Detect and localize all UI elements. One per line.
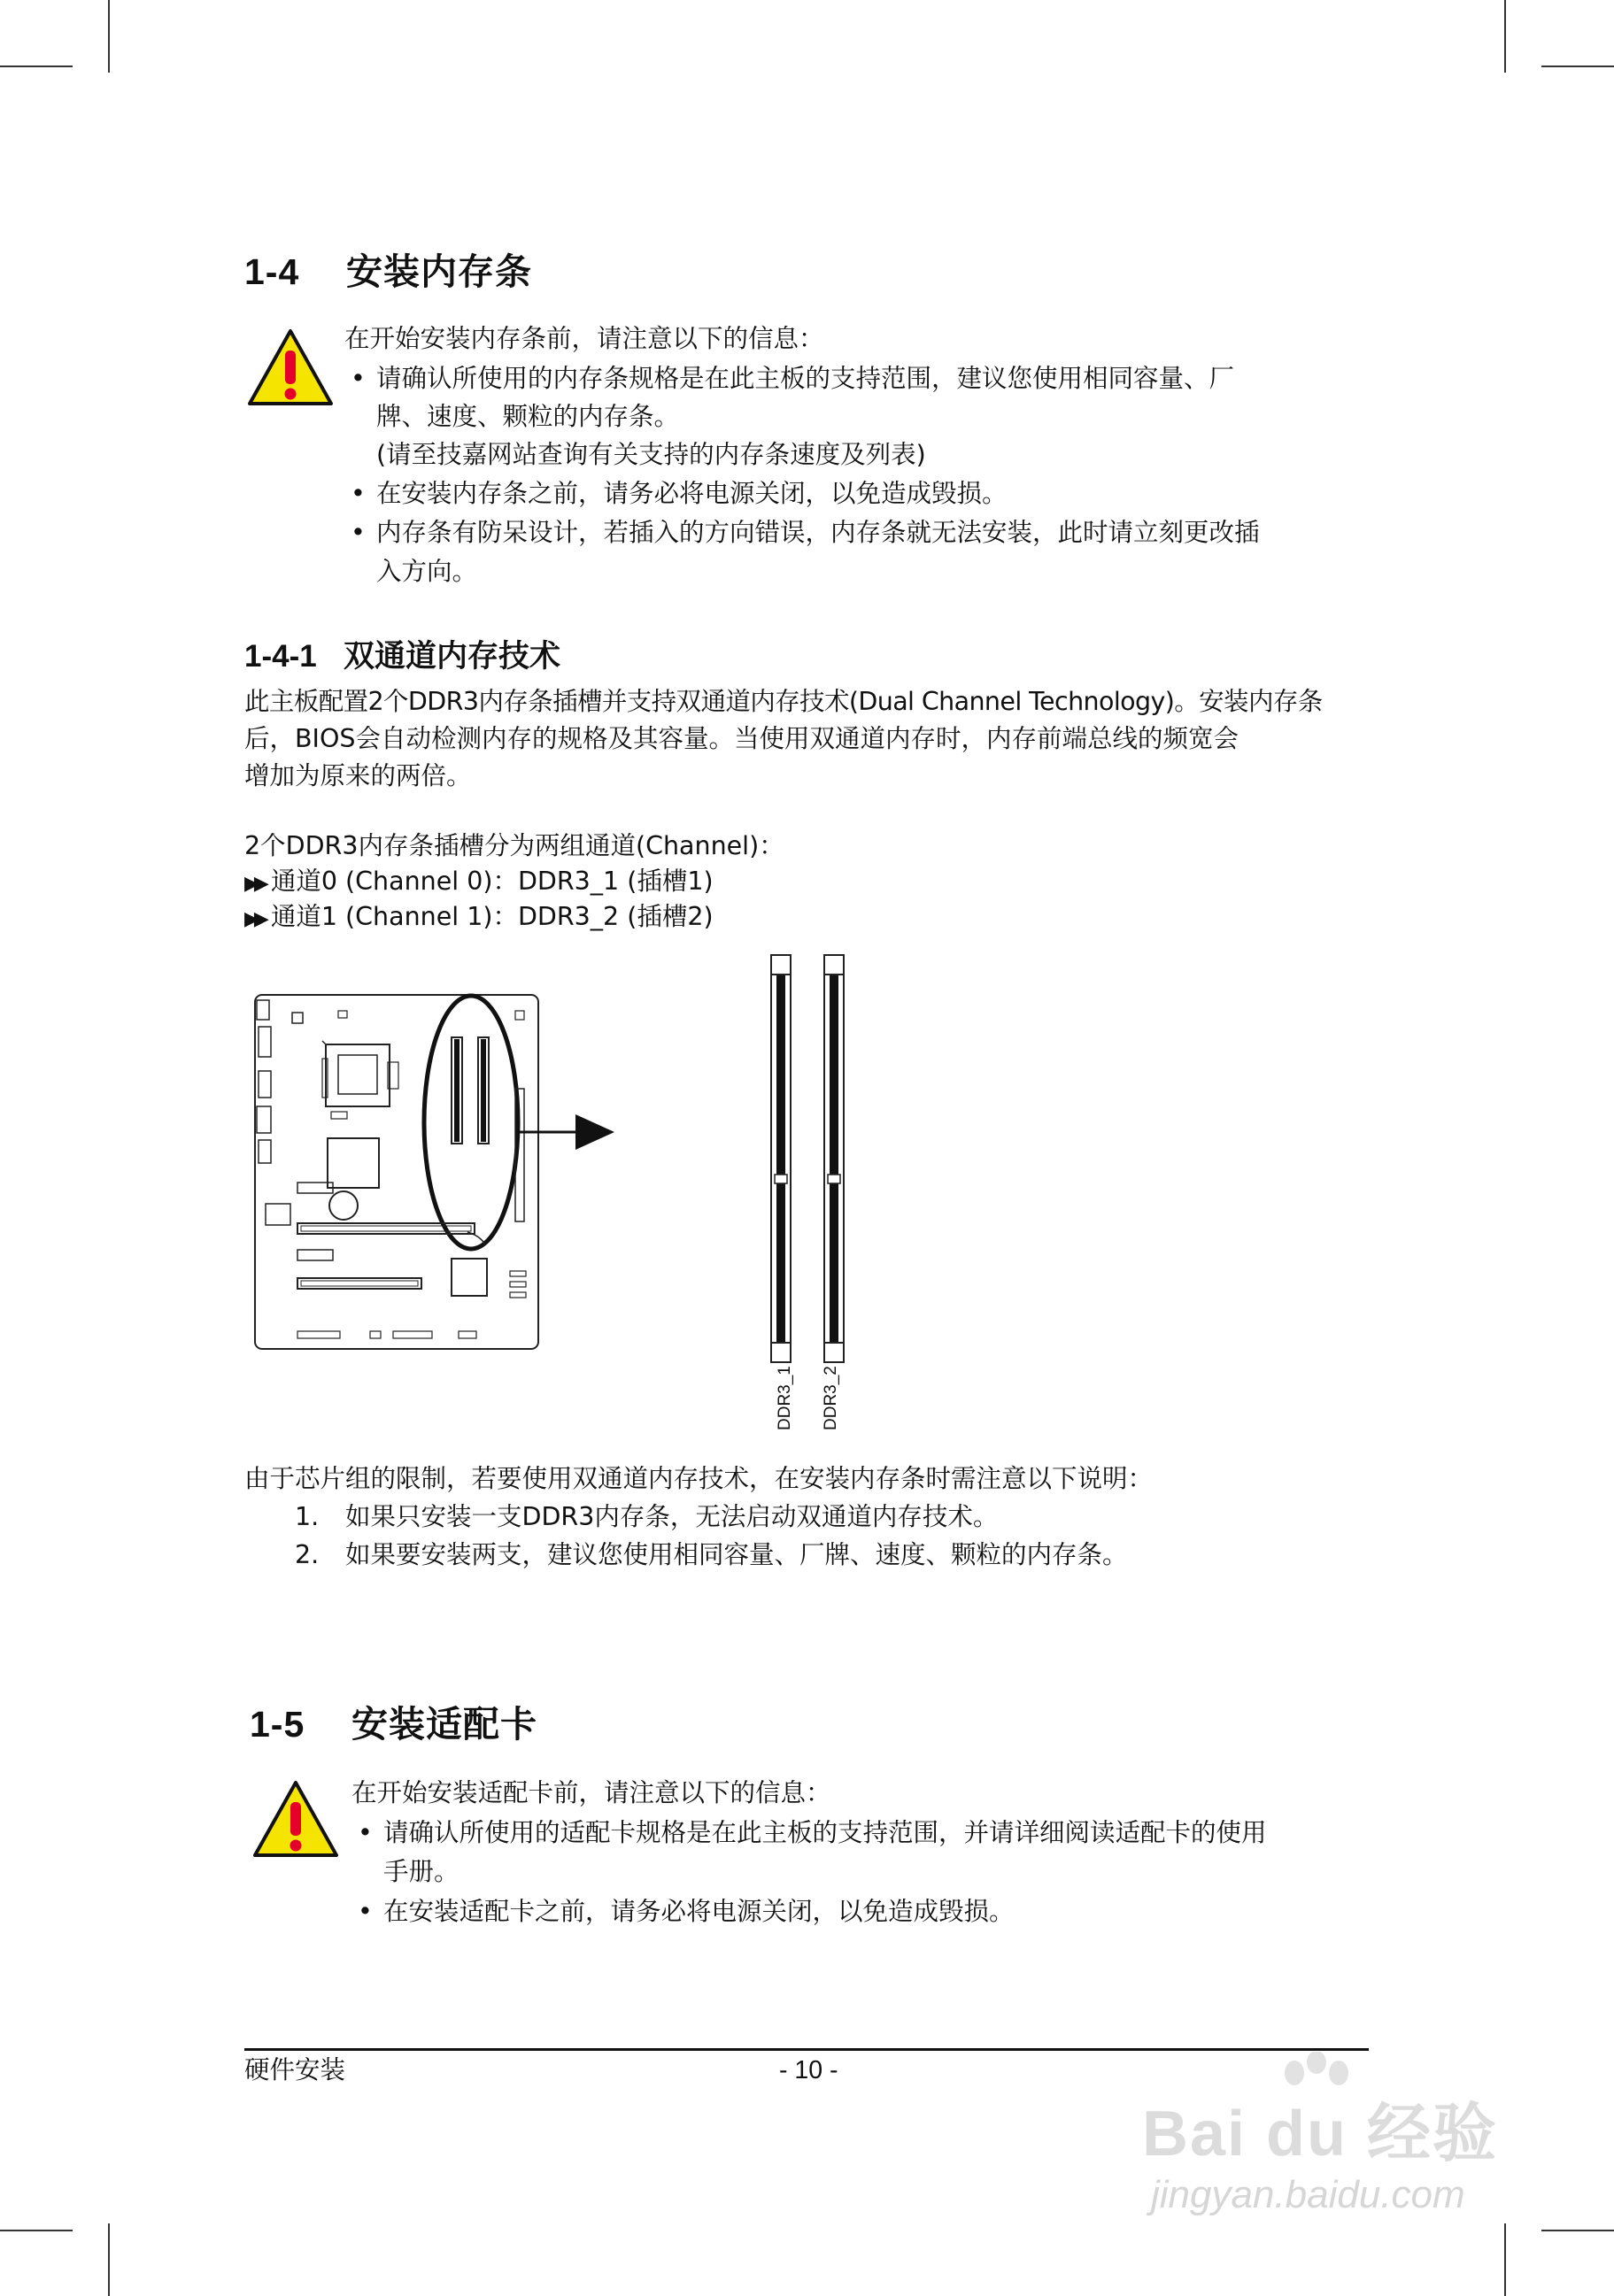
list-item: • 请确认所使用的适配卡规格是在此主板的支持范围，并请详细阅读适配卡的使用: [358, 1818, 1267, 1847]
baidu-watermark-logo: Bai du 经验: [1142, 2099, 1499, 2169]
limitation-intro: 由于芯片组的限制，若要使用双通道内存技术，在安装内存条时需注意以下说明：: [244, 1464, 1154, 1493]
warning-icon: [251, 1779, 340, 1861]
motherboard-diagram: [239, 974, 549, 1363]
section-1-4-heading: [244, 243, 532, 295]
list-item: • 在安装内存条之前，请务必将电源关闭，以免造成毁损。: [351, 479, 1008, 508]
section-number: 1-5: [250, 1704, 305, 1745]
list-item-continuation: 入方向。: [376, 557, 478, 586]
ddr3-slot-2: [824, 955, 844, 1362]
section-number: 1-4-1: [244, 639, 317, 674]
ddr3-slots-enlarged: [763, 952, 857, 1368]
footer-section-name: 硬件安装: [244, 2055, 346, 2084]
paw-icon: [1268, 2052, 1365, 2140]
section-title: 安装内存条: [346, 250, 532, 293]
list-item-continuation: 手册。: [383, 1857, 459, 1886]
numbered-note: 2. 如果要安装两支，建议您使用相同容量、厂牌、速度、颗粒的内存条。: [295, 1540, 1128, 1569]
dual-channel-paragraph: 此主板配置2个DDR3内存条插槽并支持双通道内存技术(Dual Channel Technology)。安装内存条 后，BIOS会自动检测内存的规格及其容量。当使用双通道内存时，内存前端总线的频宽会 增加为原来的两倍。: [244, 687, 1323, 790]
section-1-5-heading: [250, 1695, 537, 1747]
ddr3-slot-1: [771, 955, 791, 1362]
section-1-4-1-heading: [244, 632, 560, 676]
section-number: 1-4: [244, 251, 300, 292]
channel-intro: 2个DDR3内存条插槽分为两组通道(Channel)：: [244, 831, 784, 860]
page-number: - 10 -: [779, 2056, 838, 2084]
slot-label-ddr3-2: DDR3_2: [822, 1366, 840, 1430]
list-item: • 请确认所使用的内存条规格是在此主板的支持范围，建议您使用相同容量、厂: [351, 364, 1235, 393]
section-1-5-intro: 在开始安装适配卡前，请注意以下的信息：: [351, 1778, 831, 1807]
footer-rule: [244, 2048, 1369, 2051]
section-title: 双通道内存技术: [344, 639, 561, 674]
baidu-watermark-url: jingyan.baidu.com: [1151, 2173, 1465, 2216]
double-arrow-icon: ▶▶: [244, 908, 264, 930]
list-item-continuation: 牌、速度、颗粒的内存条。: [376, 402, 680, 431]
list-item-note: (请至技嘉网站查询有关支持的内存条速度及列表): [376, 440, 926, 469]
slot-label-ddr3-1: DDR3_1: [776, 1366, 794, 1430]
double-arrow-icon: ▶▶: [244, 873, 264, 895]
arrow-right-icon: [517, 1113, 616, 1152]
numbered-note: 1. 如果只安装一支DDR3内存条，无法启动双通道内存技术。: [295, 1502, 999, 1531]
section-1-4-intro: 在开始安装内存条前，请注意以下的信息：: [344, 324, 824, 353]
list-item: • 内存条有防呆设计，若插入的方向错误，内存条就无法安装，此时请立刻更改插: [351, 518, 1260, 547]
warning-icon: [246, 327, 335, 409]
list-item: • 在安装适配卡之前，请务必将电源关闭，以免造成毁损。: [358, 1897, 1015, 1926]
section-title: 安装适配卡: [351, 1703, 537, 1745]
channel-item: ▶▶ 通道0 (Channel 0)：DDR3_1 (插槽1): [244, 867, 714, 896]
channel-item: ▶▶ 通道1 (Channel 1)：DDR3_2 (插槽2): [244, 902, 714, 931]
